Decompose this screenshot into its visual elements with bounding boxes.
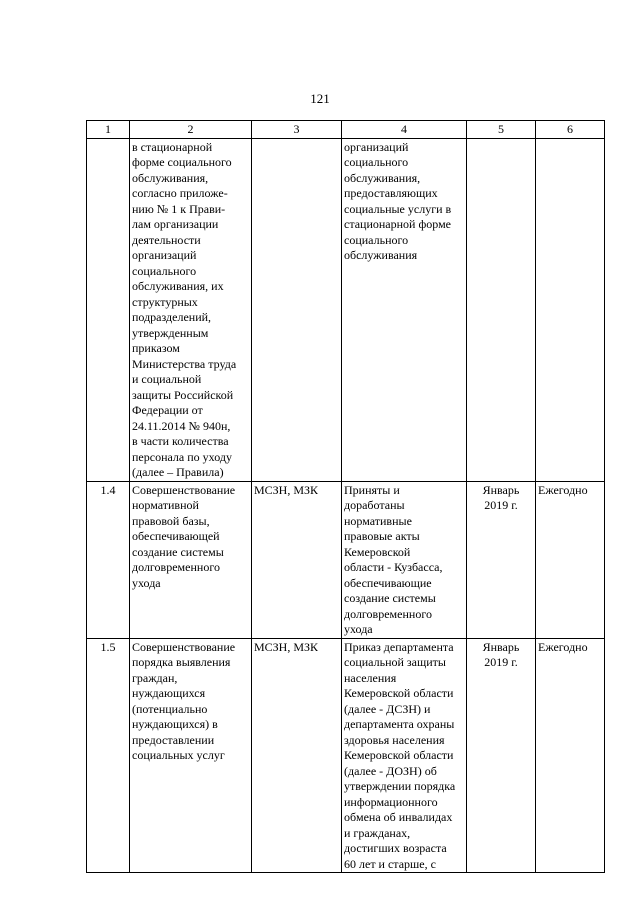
cell-text-line: достигших возраста [344,841,447,855]
cell-text-line: обслуживания, [132,170,209,185]
table-row [87,638,605,873]
table-row [87,138,605,481]
cell-text-line: организаций [344,139,409,154]
cell-text-line: долговременного [344,606,432,621]
cell-text-line: в стационарной [132,139,213,154]
cell-deadline [467,481,536,638]
cell-text-line: и гражданах, [344,825,411,840]
header-cell: 5 [467,121,536,139]
cell-text-line: и социальной [132,372,202,386]
cell-text-line: социальной защиты [344,655,446,669]
cell-text-line: Кемеровской области [344,748,454,762]
header-cell: 3 [252,121,342,139]
cell-text-line: обеспечивающие [344,575,432,590]
cell-text-line: граждан, [132,670,178,685]
cell-text-line: согласно приложе- [132,186,228,200]
cell-text-line: обмена об инвалидах [344,810,453,824]
cell-text-line: подразделений, [132,310,212,324]
cell-text-line: Приказ департамента [344,639,454,654]
cell-text-line: Январь [482,482,520,497]
cell-text-line: организаций [132,248,197,262]
cell-text-line: правовой базы, [132,513,210,528]
cell-text-line: структурных [132,294,198,309]
cell-text-line: 2019 г. [484,498,518,512]
cell-number: 1.4 [87,481,130,638]
cell-text-line: Совершенствование [132,482,236,497]
cell-text-line: форме социального [132,155,232,169]
cell-periodicity [536,481,605,638]
cell-result [342,638,467,873]
cell-text-line: нуждающихся [132,686,206,700]
cell-text-line: социальные услуги в [344,201,452,216]
cell-text-line: в части количества [132,434,229,448]
header-cell: 6 [536,121,605,139]
cell-text-line: информационного [344,794,438,809]
cell-text-line: Совершенствование [132,639,236,654]
cell-text-line: порядка выявления [132,655,231,669]
cell-text-line: МСЗН, МЗК [254,482,319,497]
cell-text-line: обслуживания, их [132,279,224,293]
header-cell: 4 [342,121,467,139]
cell-text-line: социального [344,232,409,247]
cell-result [342,481,467,638]
cell-text-line: здоровья населения [344,732,445,747]
cell-periodicity [536,138,605,481]
header-cell: 2 [130,121,252,139]
cell-result [342,138,467,481]
cell-executor [252,481,342,638]
cell-text-line: обслуживания, [344,170,421,185]
cell-text-line: нормативные [344,513,412,528]
cell-deadline [467,638,536,873]
cell-text-line: создание системы [344,591,436,605]
cell-text-line: ухода [132,575,161,590]
cell-text-line: (далее - ДОЗН) об [344,763,437,778]
cell-text-line: департамента охраны [344,717,455,731]
cell-text-line: (далее – Правила) [132,465,224,479]
cell-text-line: предоставляющих [344,186,438,200]
cell-text-line: утверждении порядка [344,779,456,793]
cell-text-line: Ежегодно [538,639,588,654]
cell-text-line: социального [344,155,409,169]
cell-text-line: нормативной [132,498,199,512]
cell-text-line: социального [132,263,197,278]
cell-text-line: Январь [482,639,520,654]
cell-executor [252,138,342,481]
cell-text-line: утвержденным [132,325,209,340]
cell-text-line: Приняты и [344,482,400,497]
cell-measure [130,481,252,638]
header-cell: 1 [87,121,130,139]
cell-text-line: МСЗН, МЗК [254,639,319,654]
cell-executor [252,638,342,873]
table-header-row [87,121,605,139]
cell-text-line: обслуживания [344,248,418,262]
cell-text-line: Федерации от [132,403,203,417]
cell-periodicity [536,638,605,873]
cell-text-line: создание системы [132,544,224,559]
cell-measure [130,138,252,481]
cell-text-line: приказом [132,341,180,355]
cell-text-line: обеспечивающей [132,529,220,543]
cell-text-line: (потенциально [132,701,208,716]
cell-text-line: Ежегодно [538,482,588,497]
cell-text-line: доработаны [344,498,405,512]
cell-number: 1.5 [87,638,130,873]
cell-text-line: долговременного [132,560,220,574]
cell-text-line: нуждающихся) в [132,717,218,731]
cell-text-line: населения [344,670,397,685]
cell-text-line: 24.11.2014 № 940н, [132,418,231,433]
cell-text-line: Министерства труда [132,356,237,371]
cell-text-line: социальных услуг [132,748,225,762]
cell-text-line: лам организации [132,217,219,231]
table-row [87,481,605,638]
cell-number [87,138,130,481]
cell-text-line: 60 лет и старше, с [344,856,436,871]
cell-text-line: 2019 г. [484,655,518,669]
cell-text-line: деятельности [132,232,201,247]
cell-text-line: защиты Российской [132,387,234,402]
cell-text-line: (далее - ДСЗН) и [344,701,431,716]
cell-text-line: предоставлении [132,732,215,747]
page-number: 121 [310,91,330,106]
cell-text-line: правовые акты [344,529,420,543]
cell-text-line: Кемеровской [344,544,411,559]
cell-text-line: Кемеровской области [344,686,454,700]
measures-table [86,120,605,873]
cell-text-line: персонала по уходу [132,449,232,464]
cell-text-line: области - Кузбасса, [344,560,443,574]
cell-text-line: ухода [344,622,373,636]
cell-text-line: стационарной форме [344,217,451,231]
cell-deadline [467,138,536,481]
cell-measure [130,638,252,873]
cell-text-line: нию № 1 к Прави- [132,201,226,216]
